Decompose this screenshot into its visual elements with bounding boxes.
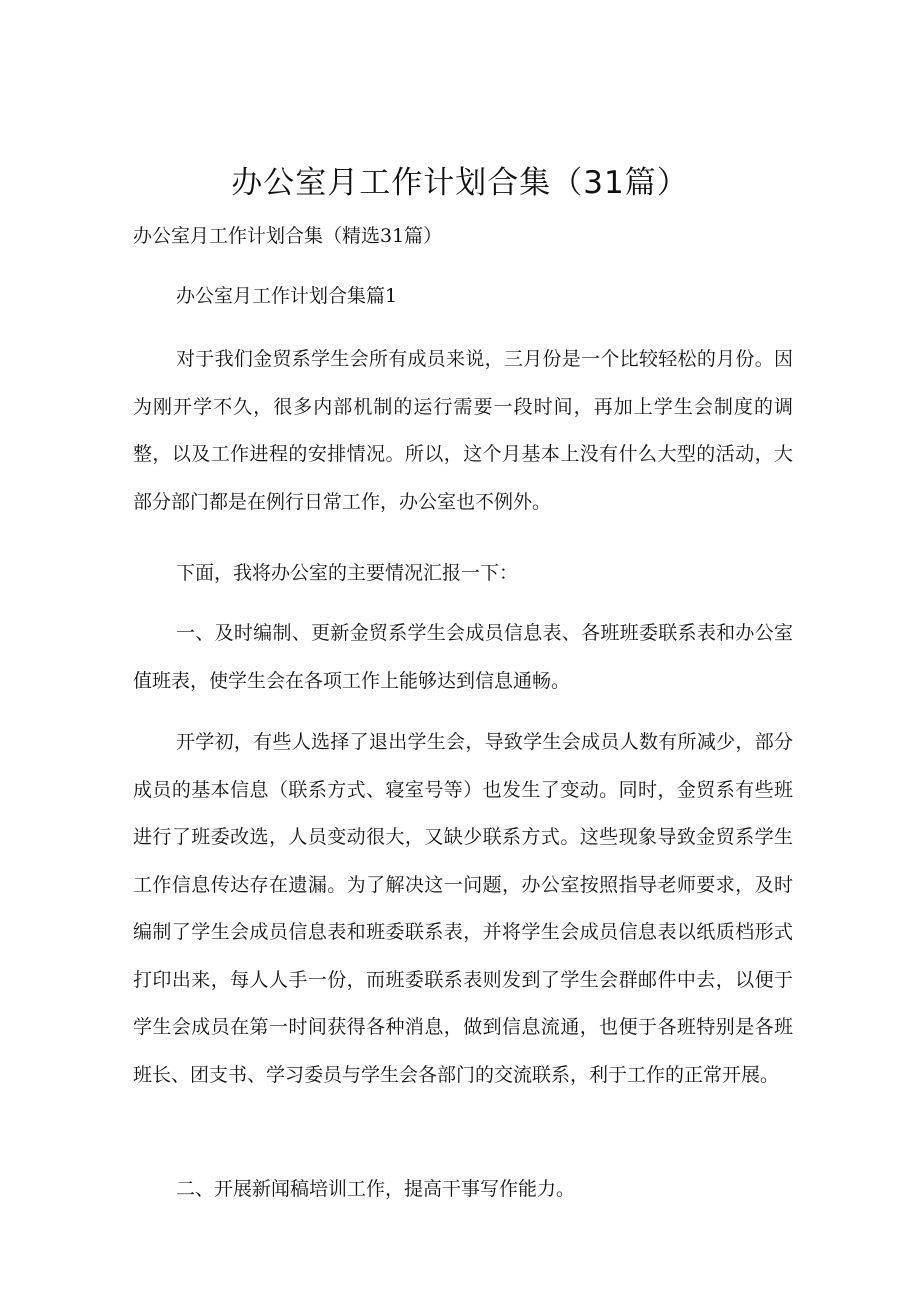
paragraph-details: 开学初，有些人选择了退出学生会，导致学生会成员人数有所减少，部分成员的基本信息（联系方式、寝室号等）也发生了变动。同时，金贸系有些班进行了班委改选，人员变动很大，又缺少联系方式。这些现象导致金贸系学生工作信息传达存在遗漏。为了解决这一问题，办公室按照指导老师要求，及时编制了学生会成员信息表和班委联系表，并将学生会成员信息表以纸质档形式打印出来，每人人手一份，而班委联系表则发到了学生会群邮件中去，以便于学生会成员在第一时间获得各种消息，做到信息流通，也便于各班特别是各班班长、团支书、学习委员与学生会各部门的交流联系，利于工作的正常开展。 xyxy=(133,731,793,1086)
paragraph-item-two: 二、开展新闻稿培训工作，提高干事写作能力。 xyxy=(176,1178,576,1200)
paragraph-intro: 对于我们金贸系学生会所有成员来说，三月份是一个比较轻松的月份。因为刚开学不久，很多内部机制的运行需要一段时间，再加上学生会制度的调整，以及工作进程的安排情况。所以，这个月基本上没有什么大型的活动，大部分部门都是在例行日常工作，办公室也不例外。 xyxy=(133,348,793,513)
paragraph-item-one: 一、及时编制、更新金贸系学生会成员信息表、各班班委联系表和办公室值班表，使学生会在各项工作上能够达到信息通畅。 xyxy=(133,622,793,692)
section-heading: 办公室月工作计划合集篇1 xyxy=(176,285,398,307)
paragraph-report-lead: 下面，我将办公室的主要情况汇报一下： xyxy=(176,562,519,584)
document-subtitle: 办公室月工作计划合集（精选31篇） xyxy=(133,225,443,247)
document-title: 办公室月工作计划合集（31篇） xyxy=(231,165,689,201)
